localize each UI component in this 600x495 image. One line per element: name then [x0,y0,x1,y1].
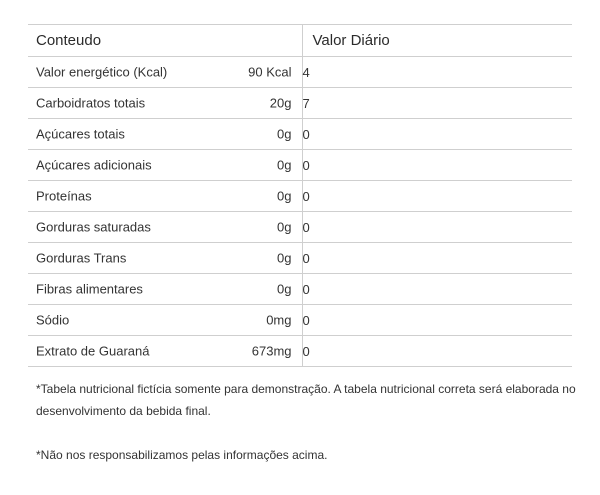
footnote-demo: *Tabela nutricional fictícia somente para demonstração. A tabela nutricional correta será elaborada no desenvolvimento da bebida final. [36,382,576,418]
nutrient-amount: 0g [277,188,292,204]
nutrient-name: Proteínas [36,188,92,204]
nutrient-amount: 0mg [266,312,292,328]
nutrient-name: Fibras alimentares [36,281,143,297]
nutrient-amount: 90 Kcal [248,64,292,80]
nutrient-cell [28,274,302,305]
nutrient-amount: 0g [277,126,292,142]
nutrient-cell [28,119,302,150]
daily-value: 0 [302,119,572,150]
nutrient-amount: 673mg [251,343,292,359]
table-row [28,336,572,367]
table-row [28,181,572,212]
table-row [28,119,572,150]
daily-value: 0 [302,243,572,274]
header-daily-value: Valor Diário [302,25,572,57]
table-row [28,150,572,181]
nutrient-amount: 20g [269,95,292,111]
nutrient-amount: 0g [277,219,292,235]
daily-value: 0 [302,212,572,243]
nutrient-cell [28,243,302,274]
nutrient-name: Extrato de Guaraná [36,343,150,359]
nutrient-name: Carboidratos totais [36,95,146,111]
nutrient-name: Açúcares adicionais [36,157,152,173]
table-row [28,57,572,88]
footnotes [36,378,576,466]
nutrient-cell [28,336,302,367]
daily-value: 0 [302,181,572,212]
table-row [28,88,572,119]
table-row [28,305,572,336]
nutrient-cell [28,88,302,119]
table-row [28,274,572,305]
nutrition-table [28,24,572,367]
nutrient-cell [28,150,302,181]
daily-value: 0 [302,336,572,367]
daily-value: 0 [302,274,572,305]
daily-value: 7 [302,88,572,119]
daily-value: 0 [302,305,572,336]
nutrient-amount: 0g [277,250,292,266]
header-content: Conteudo [28,25,302,57]
table-header-row [28,25,572,57]
nutrient-cell [28,57,302,88]
footnote-liability: *Não nos responsabilizamos pelas informações acima. [36,448,328,462]
nutrient-cell [28,181,302,212]
nutrient-amount: 0g [277,157,292,173]
table-row [28,243,572,274]
daily-value: 4 [302,57,572,88]
daily-value: 0 [302,150,572,181]
table-row [28,212,572,243]
nutrient-name: Açúcares totais [36,126,125,142]
nutrient-cell [28,305,302,336]
nutrient-name: Valor energético (Kcal) [36,64,168,80]
nutrient-cell [28,212,302,243]
nutrient-name: Sódio [36,312,70,328]
nutrient-name: Gorduras saturadas [36,219,151,235]
nutrient-amount: 0g [277,281,292,297]
nutrient-name: Gorduras Trans [36,250,127,266]
